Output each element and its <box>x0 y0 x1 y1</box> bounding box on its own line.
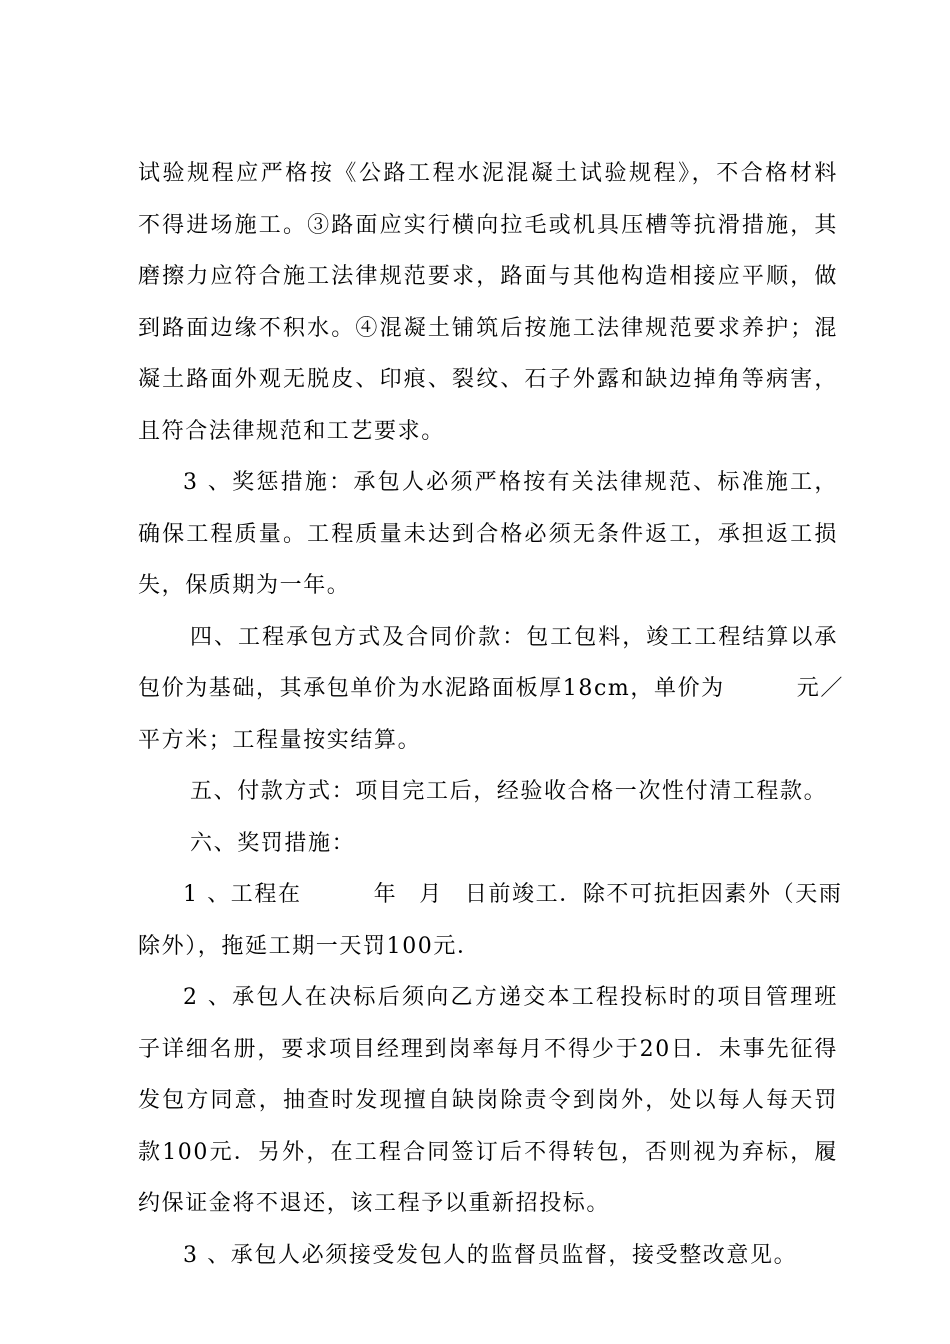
paragraph-line: 发包方同意，抽查时发现擅自缺岗除责令到岗外，处以每人每天罚 <box>138 1088 838 1113</box>
paragraph-line: 平方米；工程量按实结算。 <box>138 727 422 753</box>
clause-2-heading: 2 、承包人在决标后须向乙方递交本工程投标时的项目管理班 <box>183 985 838 1010</box>
paragraph-line: 确保工程质量。工程质量未达到合格必须无条件返工，承担返工损 <box>138 521 838 547</box>
paragraph-line: 试验规程应严格按《公路工程水泥混凝土试验规程》，不合格材料 <box>138 161 838 186</box>
document-page <box>138 154 844 1287</box>
paragraph-line: 磨擦力应符合施工法律规范要求，路面与其他构造相接应平顺，做 <box>138 264 838 289</box>
section-5-heading: 五、付款方式：项目完工后，经验收合格一次性付清工程款。 <box>190 779 828 804</box>
unit-price-text: 包价为基础，其承包单价为水泥路面板厚18cm，单价为 <box>138 676 725 701</box>
month-label: 月 <box>419 882 443 907</box>
clause-3b-heading: 3 、承包人必须接受发包人的监督员监督，接受整改意见。 <box>183 1242 798 1268</box>
paragraph-line: 除外），拖延工期一天罚100元． <box>138 933 481 959</box>
paragraph-line: 失，保质期为一年。 <box>138 573 351 598</box>
section-6-heading: 六、奖罚措施： <box>190 830 356 856</box>
paragraph-line: 且符合法律规范和工艺要求。 <box>138 418 445 444</box>
year-label: 年 <box>373 882 398 907</box>
section-4-heading: 四、工程承包方式及合同价款：包工包料，竣工工程结算以承 <box>190 624 838 650</box>
unit-price-unit: 元／ <box>796 676 844 701</box>
paragraph-line: 到路面边缘不积水。④混凝土铺筑后按施工法律规范要求养护；混 <box>138 315 838 341</box>
paragraph-line: 款100元．另外，在工程合同签订后不得转包，否则视为弃标，履 <box>138 1139 838 1165</box>
deadline-line <box>138 875 843 927</box>
paragraph-line: 凝土路面外观无脱皮、印痕、裂纹、石子外露和缺边掉角等病害， <box>138 367 838 392</box>
unit-price-line <box>138 669 844 721</box>
paragraph-line: 不得进场施工。③路面应实行横向拉毛或机具压槽等抗滑措施，其 <box>138 212 838 238</box>
deadline-rest: 日前竣工．除不可抗拒因素外（天雨 <box>464 882 843 907</box>
paragraph-line: 子详细名册，要求项目经理到岗率每月不得少于20日．未事先征得 <box>138 1036 838 1062</box>
paragraph-line: 约保证金将不退还，该工程予以重新招投标。 <box>138 1191 611 1216</box>
clause-3-heading: 3 、奖惩措施：承包人必须严格按有关法律规范、标准施工， <box>183 470 838 495</box>
deadline-text: 1 、工程在 <box>183 882 302 907</box>
